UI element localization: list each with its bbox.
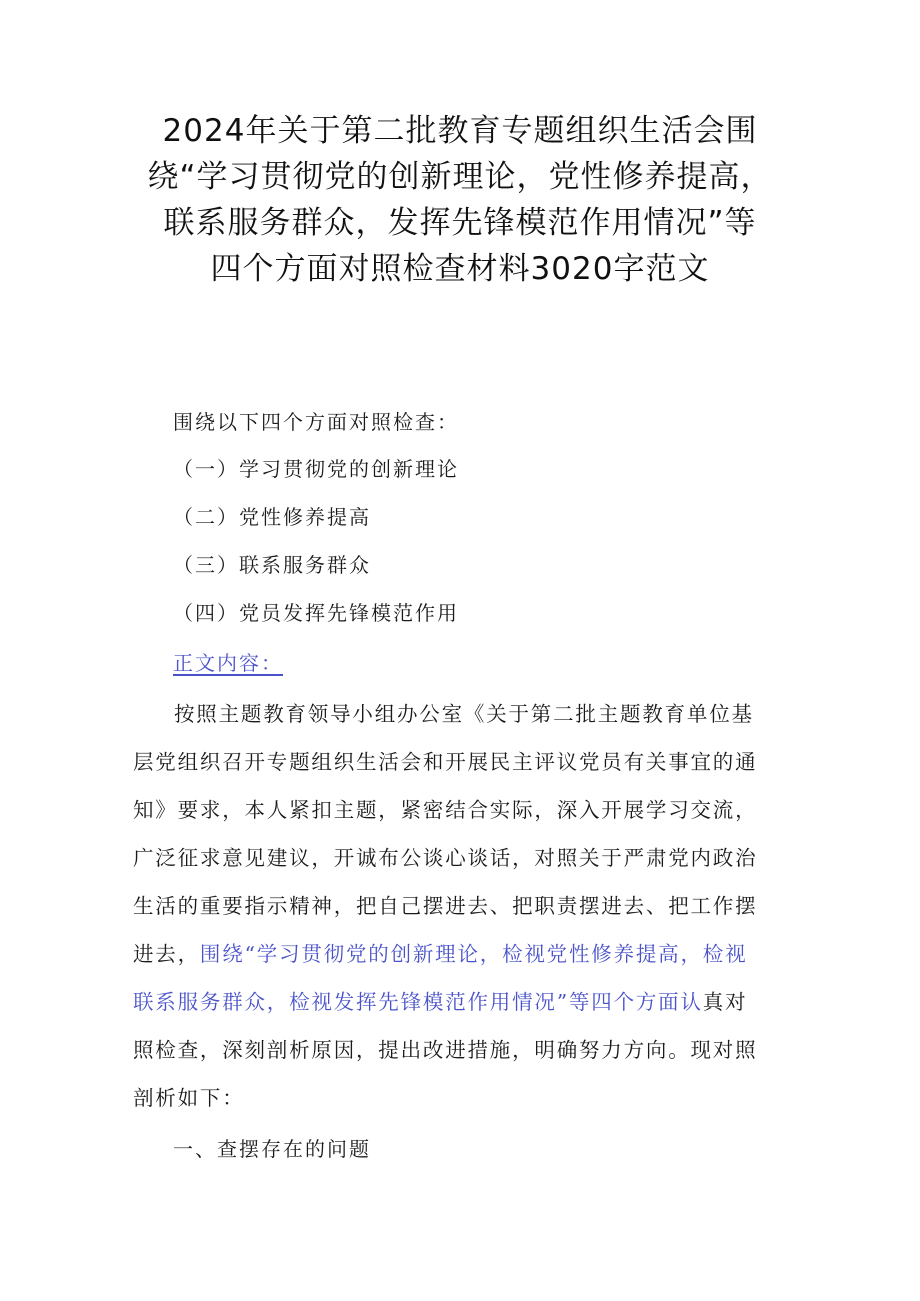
highlighted-text: 联系服务群众，检视发挥先锋模范作用情况”等四个方面认 [133,990,703,1014]
body-line: 生活的重要指示精神，把自己摆进去、把职责摆进去、把工作摆 [133,894,758,918]
body-line: 照检查，深刻剖析原因，提出改进措施，明确努力方向。现对照 [133,1038,758,1062]
body-line [133,978,789,1026]
body-line: 层党组织召开专题组织生活会和开展民主评议党员有关事宜的通 [133,750,758,774]
body-text: 进去， [133,942,200,966]
intro-lead: 围绕以下四个方面对照检查： [173,410,459,434]
highlighted-text: 围绕“学习贯彻党的创新理论，检视党性修养提高，检视 [199,942,748,966]
title-line-2: 绕“学习贯彻党的创新理论，党性修养提高， [147,159,773,195]
body-text: 真对 [702,990,748,1014]
body-line [133,930,789,978]
intro-item-2: （二）党性修养提高 [173,505,371,529]
body-line: 广泛征求意见建议，开诚布公谈心谈话，对照关于严肃党内政治 [133,846,758,870]
body-line: 知》要求，本人紧扣主题，紧密结合实际，深入开展学习交流， [133,798,758,822]
title-line-1: 2024年关于第二批教育专题组织生活会围 [162,113,758,149]
body-paragraph [133,690,789,1122]
body-line: 按照主题教育领导小组办公室《关于第二批主题教育单位基 [174,702,754,726]
intro-item-3: （三）联系服务群众 [173,553,371,577]
document-title [120,108,800,292]
body-line: 剖析如下： [133,1086,245,1110]
title-line-3: 联系服务群众，发挥先锋模范作用情况”等 [163,205,757,241]
section-heading: 一、查摆存在的问题 [173,1137,371,1161]
intro-item-4: （四）党员发挥先锋模范作用 [173,601,459,625]
title-line-4: 四个方面对照检查材料3020字范文 [210,251,710,287]
content-link[interactable]: 正文内容： [173,651,283,675]
intro-item-1: （一）学习贯彻党的创新理论 [173,457,459,481]
